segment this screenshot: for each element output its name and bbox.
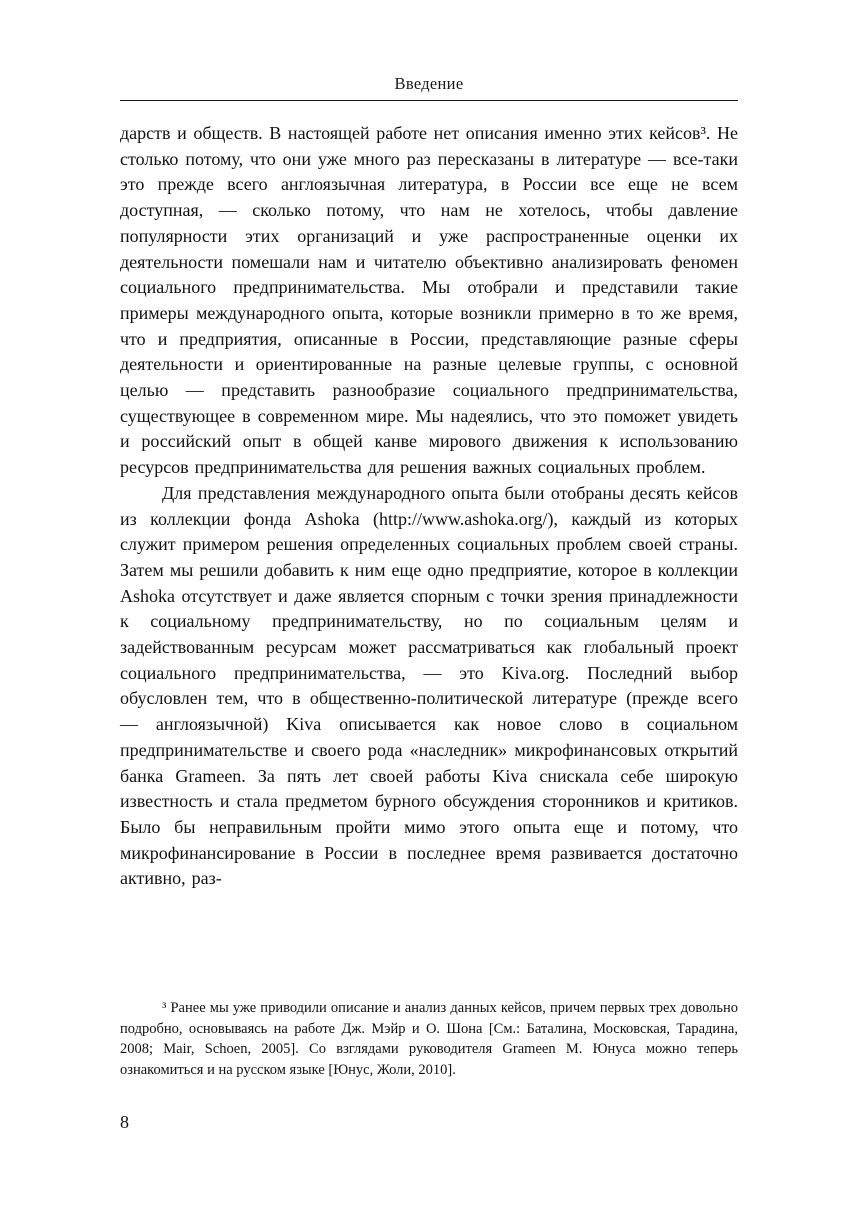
body-paragraph: дарств и обществ. В настоящей работе нет описания именно этих кейсов³. Не столько потому, что они уже много раз пересказаны в литературе — все-таки это прежде всего англоязычная литература, в России все еще не всем доступная, — сколько потому, что нам не хотелось, чтобы давление популярности этих организаций и уже распространенные оценки их деятельности помешали нам и читателю объективно анализировать феномен социального предпринимательства. Мы отобрали и представили такие примеры международного опыта, которые возникли примерно в то же время, что и предприятия, описанные в России, представляющие разные сферы деятельности и ориентированные на разные целевые группы, с основной целью — представить разнообразие социального предпринимательства, существующее в современном мире. Мы надеялись, что это поможет увидеть и российский опыт в общей канве мирового движения к использованию ресурсов предпринимательства для решения важных социальных проблем. — [120, 123, 738, 478]
header-rule — [120, 100, 738, 101]
footnote-text: ³ Ранее мы уже приводили описание и анализ данных кейсов, причем первых трех довольно подробно, основываясь на работе Дж. Мэйр и О. Шона [См.: Баталина, Московская, Тарадина, 2008; Mair, Schoen, 2005]. Со взглядами руководителя Grameen М. Юнуса можно теперь ознакомиться и на русском языке [Юнус, Жоли, 2010]. — [120, 1000, 738, 1078]
running-head: Введение — [394, 74, 464, 93]
page-number: 8 — [120, 1112, 129, 1132]
footnote — [120, 998, 738, 1080]
body-text — [120, 121, 738, 892]
body-paragraph: Для представления международного опыта были отобраны десять кейсов из коллекции фонда Ashoka (http://www.ashoka.org/), каждый из которых служит примером решения определенных социальных проблем своей страны. Затем мы решили добавить к ним еще одно предприятие, которое в коллекции Ashoka отсутствует и даже является спорным с точки зрения принадлежности к социальному предпринимательству, но по социальным целям и задействованным ресурсам может рассматриваться как глобальный проект социального предпринимательства, — это Kiva.org. Последний выбор обусловлен тем, что в общественно-политической литературе (прежде всего — англоязычной) Kiva описывается как новое слово в социальном предпринимательстве и своего рода «наследник» микрофинансовых открытий банка Grameen. За пять лет своей работы Kiva снискала себе широкую известность и стала предметом бурного обсуждения сторонников и критиков. Было бы неправильным пройти мимо этого опыта еще и потому, что микрофинансирование в России в последнее время развивается достаточно активно, раз- — [120, 482, 738, 889]
